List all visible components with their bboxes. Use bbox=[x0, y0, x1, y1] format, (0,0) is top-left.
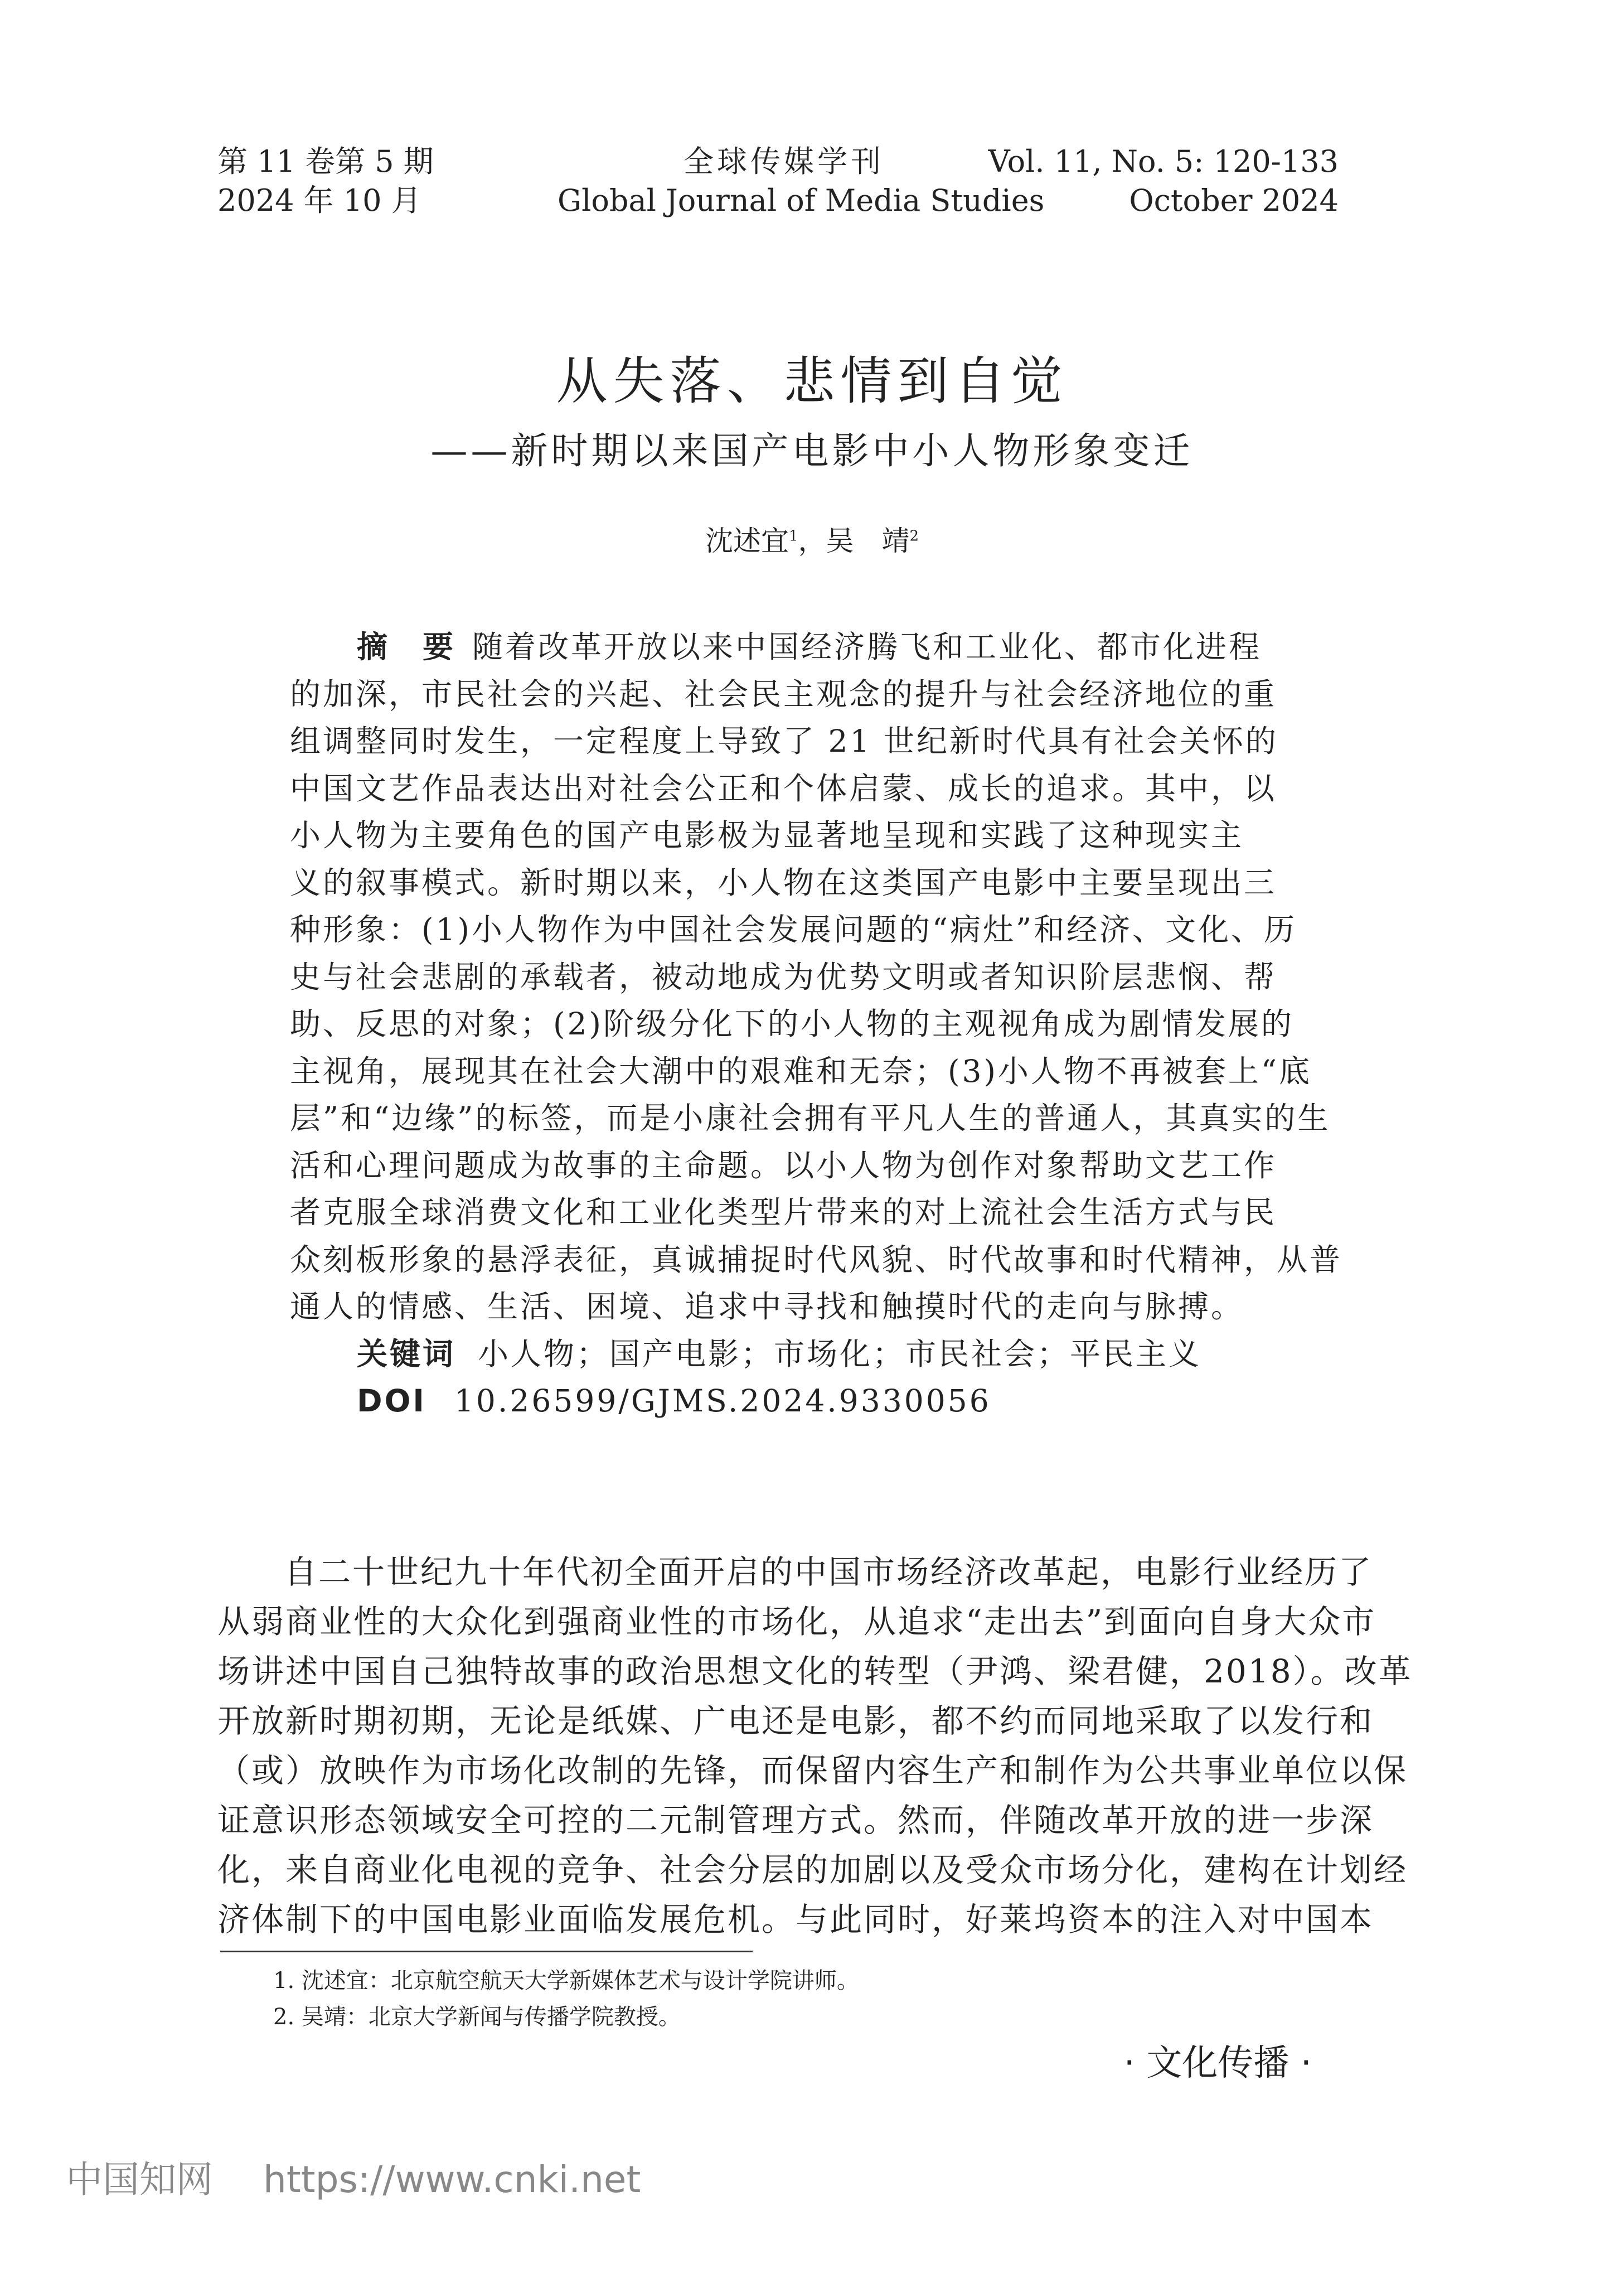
abstract-line: 活和心理问题成为故事的主命题。以小人物为创作对象帮助文艺工作 bbox=[290, 1147, 1277, 1183]
body-line: 证意识形态领域安全可控的二元制管理方式。然而，伴随改革开放的进一步深 bbox=[217, 1801, 1374, 1839]
footnote-2: 2. 吴靖：北京大学新闻与传播学院教授。 bbox=[273, 2004, 681, 2030]
body-line: 场讲述中国自己独特故事的政治思想文化的转型（尹鸿、梁君健，2018）。改革 bbox=[217, 1652, 1413, 1690]
column-tag: · 文化传播 · bbox=[1123, 2043, 1312, 2084]
body-line: 从弱商业性的大众化到强商业性的市场化，从追求“走出去”到面向自身大众市 bbox=[217, 1603, 1376, 1641]
author-2-footnote-mark[interactable]: 2 bbox=[909, 528, 919, 545]
doi-label: DOI bbox=[357, 1383, 426, 1419]
abstract-line: 组调整同时发生，一定程度上导致了 21 世纪新时代具有社会关怀的 bbox=[290, 723, 1278, 759]
watermark bbox=[66, 2150, 641, 2203]
author-1: 沈述宜 bbox=[705, 525, 789, 557]
keywords-line bbox=[290, 1331, 1342, 1378]
abstract-line: 众刻板形象的悬浮表征，真诚捕捉时代风貌、时代故事和时代精神，从普 bbox=[290, 1241, 1343, 1278]
header-volume-en: Vol. 11, No. 5: 120-133 bbox=[988, 144, 1339, 179]
watermark-url[interactable]: https://www.cnki.net bbox=[263, 2158, 641, 2201]
abstract-line: 主视角，展现其在社会大潮中的艰难和无奈；(3)小人物不再被套上“底 bbox=[290, 1053, 1312, 1089]
author-1-footnote-mark[interactable]: 1 bbox=[788, 528, 798, 545]
body-line: （或）放映作为市场化改制的先锋，而保留内容生产和制作为公共事业单位以保 bbox=[217, 1752, 1408, 1789]
doi[interactable]: 10.26599/GJMS.2024.9330056 bbox=[454, 1383, 991, 1419]
header-date-en: October 2024 bbox=[1129, 183, 1339, 218]
body-line: 自二十世纪九十年代初全面开启的中国市场经济改革起，电影行业经历了 bbox=[284, 1553, 1373, 1591]
abstract-line: 小人物为主要角色的国产电影极为显著地呈现和实践了这种现实主 bbox=[290, 818, 1244, 853]
abstract-line: 摘 要 随着改革开放以来中国经济腾飞和工业化、都市化进程 bbox=[357, 629, 1262, 665]
body-line: 化，来自商业化电视的竞争、社会分层的加剧以及受众市场分化，建构在计划经 bbox=[217, 1851, 1408, 1889]
abstract-line: 层”和“边缘”的标签，而是小康社会拥有平凡人生的普通人，其真实的生 bbox=[290, 1100, 1331, 1136]
header-volume-cn: 第 11 卷第 5 期 bbox=[217, 144, 434, 179]
header-journal-en: Global Journal of Media Studies bbox=[558, 183, 1045, 218]
header-journal-cn: 全球传媒学刊 bbox=[683, 144, 884, 179]
abstract-line: 者克服全球消费文化和工业化类型片带来的对上流社会生活方式与民 bbox=[290, 1194, 1277, 1230]
article-title: 从失落、悲情到自觉 bbox=[556, 351, 1068, 411]
abstract-line: 通人的情感、生活、困境、追求中寻找和触摸时代的走向与脉搏。 bbox=[290, 1289, 1244, 1324]
abstract-line: 中国文艺作品表达出对社会公正和个体启蒙、成长的追求。其中，以 bbox=[290, 770, 1277, 806]
keywords: 小人物；国产电影；市场化；市民社会；平民主义 bbox=[478, 1336, 1202, 1372]
watermark-brand: 中国知网 bbox=[66, 2158, 213, 2201]
doi-line bbox=[290, 1377, 1342, 1425]
abstract-line: 义的叙事模式。新时期以来，小人物在这类国产电影中主要呈现出三 bbox=[290, 864, 1277, 901]
author-separator: ， bbox=[798, 525, 826, 557]
abstract-line: 的加深，市民社会的兴起、社会民主观念的提升与社会经济地位的重 bbox=[290, 676, 1277, 712]
header-date-cn: 2024 年 10 月 bbox=[217, 183, 421, 218]
keywords-label: 关键词 bbox=[357, 1336, 456, 1372]
footnote-1: 1. 沈述宜：北京航空航天大学新媒体艺术与设计学院讲师。 bbox=[273, 1968, 859, 1994]
body-text bbox=[217, 1547, 1413, 1945]
article-subtitle: ——新时期以来国产电影中小人物形象变迁 bbox=[430, 429, 1194, 472]
author-2: 吴 靖 bbox=[826, 525, 910, 557]
footnote-rule bbox=[220, 1951, 753, 1952]
abstract bbox=[290, 623, 1342, 1425]
authors bbox=[0, 519, 1624, 559]
body-line: 开放新时期初期，无论是纸媒、广电还是电影，都不约而同地采取了以发行和 bbox=[217, 1702, 1374, 1740]
abstract-line: 史与社会悲剧的承载者，被动地成为优势文明或者知识阶层悲悯、帮 bbox=[290, 959, 1277, 995]
abstract-label: 摘 要 bbox=[357, 629, 456, 665]
abstract-line: 助、反思的对象；(2)阶级分化下的小人物的主观视角成为剧情发展的 bbox=[290, 1006, 1294, 1042]
abstract-line: 种形象：(1)小人物作为中国社会发展问题的“病灶”和经济、文化、历 bbox=[290, 912, 1297, 947]
body-line: 济体制下的中国电影业面临发展危机。与此同时，好莱坞资本的注入对中国本 bbox=[217, 1900, 1374, 1938]
